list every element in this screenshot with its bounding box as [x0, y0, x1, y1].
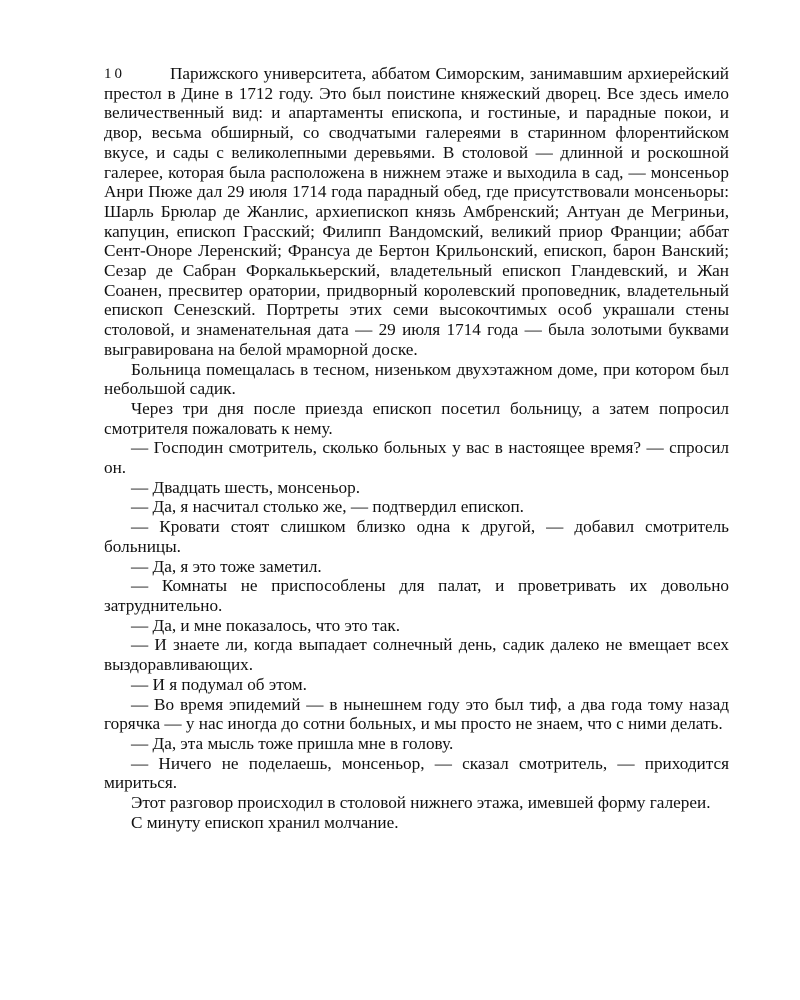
dialogue-line: — И я подумал об этом.	[131, 674, 307, 694]
body-text	[104, 64, 729, 832]
dialogue-line: — И знаете ли, когда выпадает солнечный день, садик далеко не вмещает всех выздоравливающих.	[104, 635, 729, 675]
dialogue-line: — Кровати стоят слишком близко одна к другой, — добавил смотритель больницы.	[104, 517, 729, 556]
dialogue-line: — Господин смотритель, сколько больных у вас в настоящее время? — спросил он.	[104, 438, 729, 478]
dialogue-line: — Во время эпидемий — в нынешнем году это был тиф, а два года тому назад горячка — у нас иногда до сотни больных, и мы просто не знаем, что с ними делать.	[104, 694, 729, 734]
dialogue-line: — Комнаты не приспособлены для палат, и проветривать их довольно затруднительно.	[104, 576, 729, 615]
dialogue-line: — Да, я это тоже заметил.	[131, 556, 322, 576]
dialogue-line: — Ничего не поделаешь, монсеньор, — сказал смотритель, — приходится мириться.	[104, 753, 729, 793]
paragraph: Больница помещалась в тесном, низеньком двухэтажном доме, при котором был небольшой садик.	[104, 359, 729, 399]
paragraph: Парижского университета, аббатом Симорским, занимавшим архиерейский престол в Дине в 1712 году. Это был поистине княжеский дворец. Все здесь имело величественный вид: и апартаменты епископа, и гостиные, и парадные покои, и двор, весьма обширный, со сводчатыми галереями в старинном флорентийском вкусе, и сады с великолепными деревьями. В столовой — длинной и роскошной галерее, которая была расположена в нижнем этаже и выходила в сад, — монсеньор Анри Пюже дал 29 июля 1714 года парадный обед, где присутствовали монсеньоры: Шарль Брюлар де Жанлис, архиепископ князь Амбренский; Антуан де Мегриньи, капуцин, епископ Грасский; Филипп Вандомский, великий приор Франции; аббат Сент-Оноре Леренский; Франсуа де Бертон Крильонский, епископ, барон Ванский; Сезар де Сабран Форкалькьерский, владетельный епископ Гландевский, и Жан Соанен, пресвитер оратории, придворный королевский проповедник, владетельный епископ Сенезский. Портреты этих семи высокочтимых особ украшали стены столовой, и знаменательная дата — 29 июля 1714 года — была золотыми буквами выгравирована на белой мраморной доске.	[104, 64, 729, 359]
dialogue-line: — Да, и мне показалось, что это так.	[131, 615, 401, 635]
paragraph: Через три дня после приезда епископ посетил больницу, а затем попросил смотрителя пожаловать к нему.	[104, 398, 729, 438]
dialogue-line: — Да, я насчитал столько же, — подтвердил епископ.	[131, 497, 524, 517]
dialogue-line: — Двадцать шесть, монсеньор.	[131, 477, 361, 497]
dialogue-line: — Да, эта мысль тоже пришла мне в голову.	[131, 733, 454, 753]
paragraph: С минуту епископ хранил молчание.	[131, 812, 399, 832]
page-number: 10	[104, 66, 125, 82]
paragraph: Этот разговор происходил в столовой нижнего этажа, имевшей форму галереи.	[131, 793, 711, 813]
